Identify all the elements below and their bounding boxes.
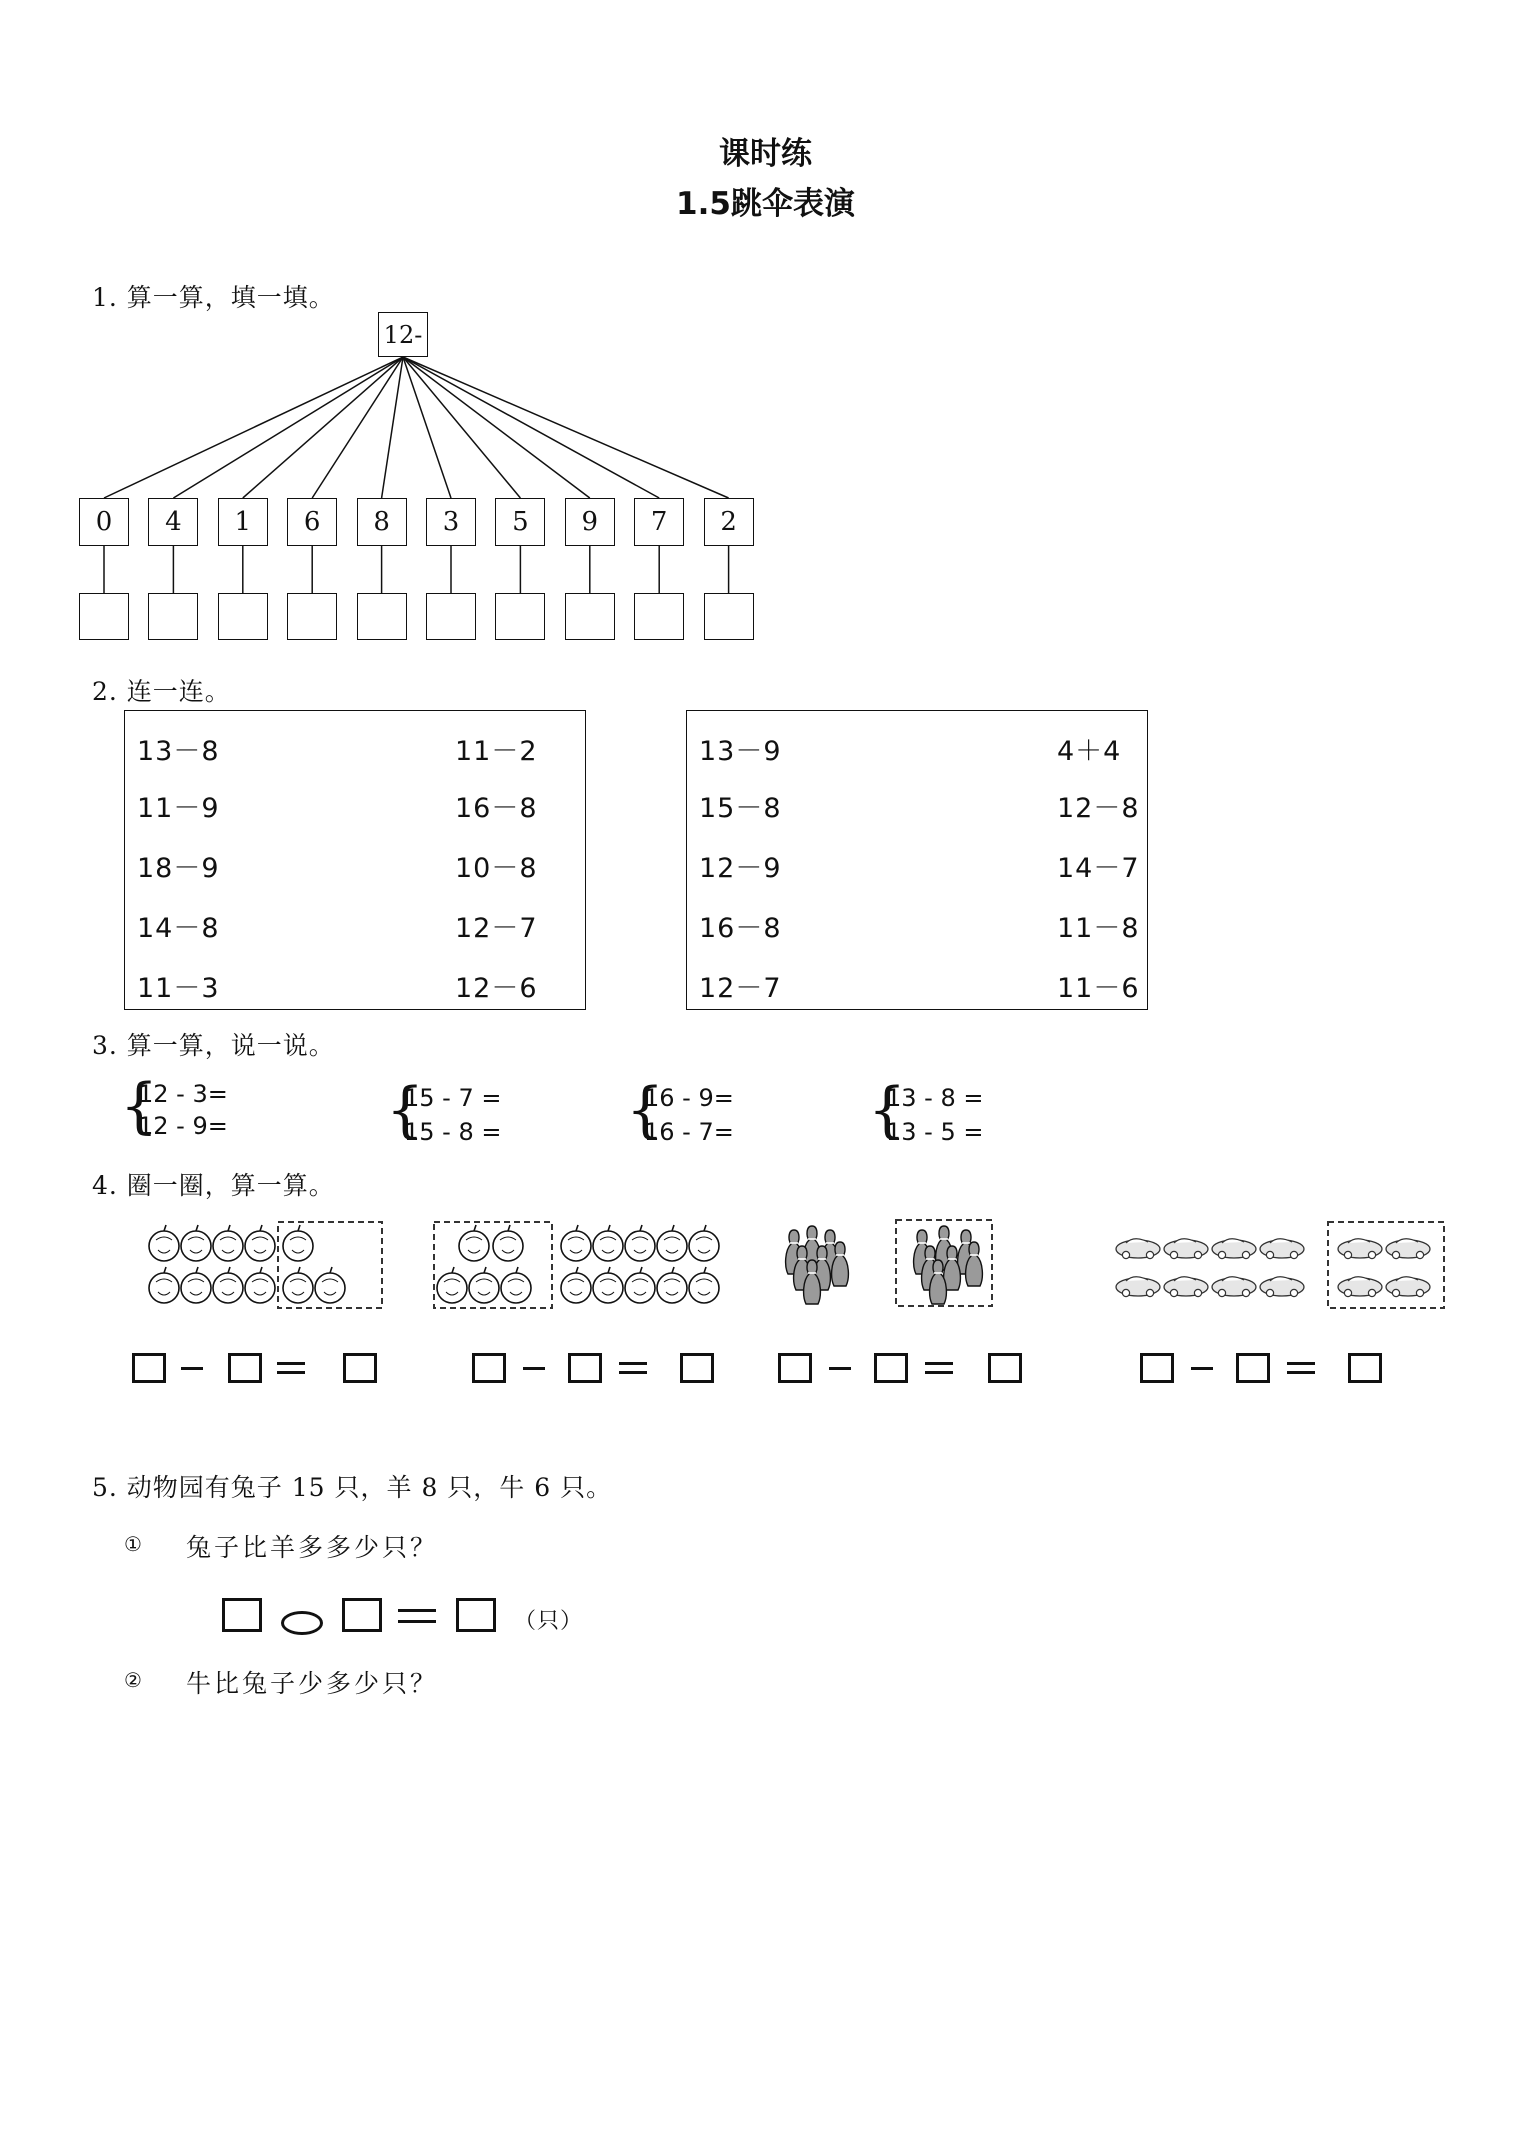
question-3-label: 3. 算一算，说一说。 (92, 1031, 335, 1060)
match-left-expr[interactable]: 13－8 (137, 736, 220, 767)
question-1-label: 1. 算一算，填一填。 (92, 283, 335, 312)
bowling-pin-group (786, 1220, 992, 1306)
sub-question-1: 兔子比羊多多少只？ (186, 1533, 439, 1562)
match-right-expr[interactable]: 12－7 (455, 913, 538, 944)
page-subtitle: 1.5跳伞表演 (676, 186, 855, 222)
answer-box[interactable] (1348, 1353, 1382, 1383)
sub-question-2: 牛比兔子少多少只？ (186, 1669, 439, 1698)
q1-number-box: 3 (426, 498, 476, 546)
q1-answer-box[interactable] (565, 593, 615, 640)
sub-question-2-marker: ② (124, 1668, 143, 1692)
q1-root-box: 12- (378, 312, 428, 357)
question-2-label: 2. 连一连。 (92, 677, 231, 706)
answer-box[interactable] (1236, 1353, 1270, 1383)
match-panel-2 (686, 710, 1148, 1010)
connector-line (403, 357, 729, 498)
operator-oval[interactable] (281, 1611, 323, 1635)
answer-box[interactable] (472, 1353, 506, 1383)
connector-line (403, 357, 520, 498)
match-left-expr[interactable]: 15－8 (699, 793, 782, 824)
calc-line: 15 - 7 = (404, 1084, 502, 1112)
calc-line: 16 - 7= (644, 1118, 734, 1146)
calc-line: 13 - 8 = (886, 1084, 984, 1112)
match-right-expr[interactable]: 16－8 (455, 793, 538, 824)
calc-line: 13 - 5 = (886, 1118, 984, 1146)
connector-line (403, 357, 659, 498)
equals-sign (277, 1362, 305, 1374)
q4-pictures (0, 1210, 1531, 1320)
match-left-expr[interactable]: 16－8 (699, 913, 782, 944)
q1-answer-box[interactable] (426, 593, 476, 640)
answer-box[interactable] (1140, 1353, 1174, 1383)
match-left-expr[interactable]: 18－9 (137, 853, 220, 884)
q1-number-box: 9 (565, 498, 615, 546)
apple-group-1 (149, 1222, 382, 1308)
q1-number-box: 1 (218, 498, 268, 546)
equals-sign (1287, 1362, 1315, 1374)
connector-line (403, 357, 590, 498)
q1-number-box: 4 (148, 498, 198, 546)
match-left-expr[interactable]: 11－9 (137, 793, 220, 824)
equals-sign (619, 1362, 647, 1374)
match-right-expr[interactable]: 12－8 (1057, 793, 1140, 824)
connector-line (403, 357, 451, 498)
answer-box[interactable] (343, 1353, 377, 1383)
q1-number-box: 2 (704, 498, 754, 546)
brace-icon: { (120, 1071, 159, 1141)
q1-number-box: 6 (287, 498, 337, 546)
q1-answer-box[interactable] (704, 593, 754, 640)
equals-sign (925, 1362, 953, 1374)
answer-box[interactable] (874, 1353, 908, 1383)
answer-box[interactable] (988, 1353, 1022, 1383)
brace-icon: { (626, 1075, 665, 1145)
answer-box[interactable] (228, 1353, 262, 1383)
question-5-label: 5. 动物园有兔子 15 只，羊 8 只，牛 6 只。 (92, 1473, 613, 1502)
calc-line: 12 - 9= (138, 1112, 228, 1140)
answer-box[interactable] (342, 1598, 382, 1632)
brace-icon: { (868, 1075, 907, 1145)
equals-sign (398, 1609, 436, 1623)
q1-answer-box[interactable] (148, 593, 198, 640)
match-right-expr[interactable]: 10－8 (455, 853, 538, 884)
match-left-expr[interactable]: 11－3 (137, 973, 220, 1004)
answer-box[interactable] (222, 1598, 262, 1632)
answer-box[interactable] (456, 1598, 496, 1632)
minus-sign (1191, 1367, 1213, 1370)
minus-sign (523, 1367, 545, 1370)
q1-number-box: 0 (79, 498, 129, 546)
minus-sign (181, 1367, 203, 1370)
car-group (1116, 1222, 1444, 1308)
q1-answer-box[interactable] (287, 593, 337, 640)
match-right-expr[interactable]: 14－7 (1057, 853, 1140, 884)
calc-line: 16 - 9= (644, 1084, 734, 1112)
match-right-expr[interactable]: 12－6 (455, 973, 538, 1004)
match-panel-1 (124, 710, 586, 1010)
sub-question-1-marker: ① (124, 1532, 143, 1556)
q1-answer-box[interactable] (495, 593, 545, 640)
calc-line: 12 - 3= (138, 1080, 228, 1108)
match-left-expr[interactable]: 12－7 (699, 973, 782, 1004)
calc-line: 15 - 8 = (404, 1118, 502, 1146)
answer-box[interactable] (132, 1353, 166, 1383)
match-right-expr[interactable]: 11－8 (1057, 913, 1140, 944)
q1-answer-box[interactable] (357, 593, 407, 640)
match-right-expr[interactable]: 11－6 (1057, 973, 1140, 1004)
answer-box[interactable] (680, 1353, 714, 1383)
q1-answer-box[interactable] (79, 593, 129, 640)
q1-number-box: 5 (495, 498, 545, 546)
answer-box[interactable] (778, 1353, 812, 1383)
q1-answer-box[interactable] (218, 593, 268, 640)
unit-label: （只） (514, 1609, 584, 1634)
match-right-expr[interactable]: 4＋4 (1057, 736, 1122, 767)
answer-box[interactable] (568, 1353, 602, 1383)
apple-group-2 (434, 1222, 719, 1308)
q1-number-box: 7 (634, 498, 684, 546)
match-right-expr[interactable]: 11－2 (455, 736, 538, 767)
q1-number-box: 8 (357, 498, 407, 546)
connector-line (243, 357, 403, 498)
connector-line (173, 357, 403, 498)
page-title: 课时练 (719, 136, 812, 172)
match-left-expr[interactable]: 14－8 (137, 913, 220, 944)
match-left-expr[interactable]: 13－9 (699, 736, 782, 767)
q1-answer-box[interactable] (634, 593, 684, 640)
connector-line (382, 357, 403, 498)
brace-icon: { (386, 1075, 425, 1145)
match-left-expr[interactable]: 12－9 (699, 853, 782, 884)
minus-sign (829, 1367, 851, 1370)
question-4-label: 4. 圈一圈，算一算。 (92, 1171, 335, 1200)
